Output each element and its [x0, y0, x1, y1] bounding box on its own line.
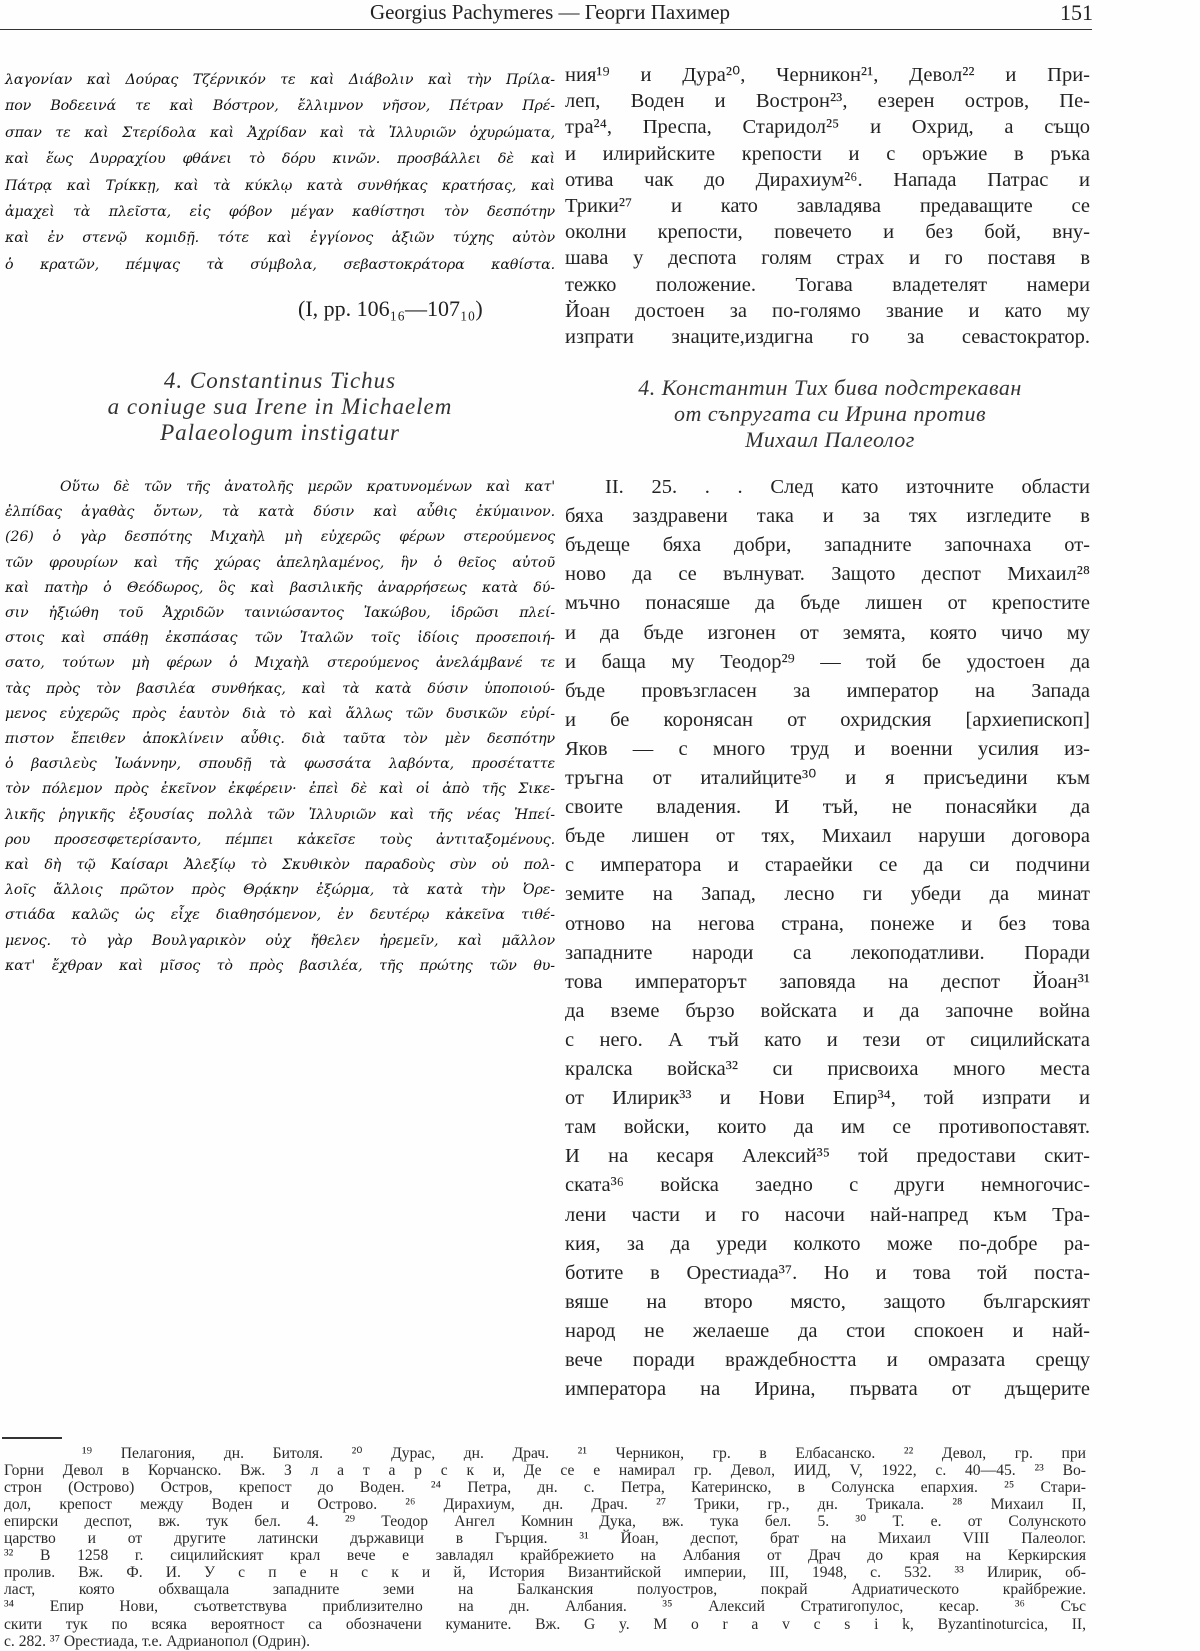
greek-text-line: ἐλπίδας ἀγαθὰς ὄντων, τὰ κατὰ δύσιν καὶ αὖθις ἐκύμαινον. — [5, 504, 555, 521]
greek-text-line: τῶν φρουρίων καὶ τῆς χώρας ἀπεληλαμένος, ἣν ὁ θεῖος αὐτοῦ — [5, 554, 555, 571]
bulgarian-text-line: народ не желаеше да стои спокоен и най- — [565, 1319, 1090, 1342]
greek-text-line: καὶ δὴ τῷ Καίσαρι Ἀλεξίῳ τὸ Σκυθικὸν παραδοὺς σὺν οὐ πολ- — [5, 857, 555, 873]
footnote-line: строн (Острово) Остров, крепост до Воден. ²⁴ Петра, дн. с. Петра, Катеринско, в Солунска епархия. ²⁵ Стари- — [4, 1478, 1086, 1496]
greek-text-line: Οὕτω δὲ τῶν τῆς ἀνατολῆς μερῶν κρατυνομένων καὶ κατ' — [60, 479, 555, 495]
greek-text-line: λικῆς ῥηγικῆς ἐξουσίας πολλὰ τῶν Ἰλλυριῶν καὶ τῆς νέας Ἠπεί- — [5, 806, 555, 823]
greek-text-line: τὰς πρὸς τὸν βασιλέα συνθήκας, καὶ τὰ κατὰ δύσιν ὑποποιού- — [5, 680, 555, 697]
bulgarian-text-line: отива чак до Дирахиум²⁶. Напада Патрас и — [565, 168, 1090, 191]
bulgarian-text-line: вяше на второ място, защото българският — [565, 1290, 1090, 1313]
bulgarian-text-line: тра²⁴, Преспа, Старидол²⁵ и Охрид, а също — [565, 116, 1090, 139]
bulgarian-text-line: земите на Запад, лесно ги убеди да минат — [565, 883, 1090, 906]
greek-text-line: πον Βοδεεινά τε καὶ Βόστρον, ἔλλιμνον νῆσον, Πέτραν Πρέ- — [5, 98, 555, 115]
footnote-line: скити тук по всяка вероятност са обозначени куманите. Вж. G y. M o r a v c s i k, Byzantinoturcica, II, — [4, 1615, 1086, 1633]
bulgarian-text-line: от Илирик³³ и Нови Епир³⁴, той изпрати и — [565, 1087, 1090, 1110]
bulgarian-text-line: отново на негова страна, понеже и без това — [565, 912, 1090, 935]
footnote-line: ³² В 1258 г. сицилийският крал вече е завладял крайбрежието на Албания от Драч до края на Керкирския — [4, 1547, 1086, 1565]
footnote-line: с. 282. ³⁷ Орестиада, т.е. Адрианопол (Одрин). — [4, 1632, 310, 1650]
greek-text-line: τὸν πόλεμον πρὸς ἐκεῖνον ἐκφέρειν· ἐπεὶ δὲ καὶ οἱ ἀπὸ τῆς Σικε- — [5, 781, 555, 798]
greek-text-line: σπαν τε καὶ Στερίδολα καὶ Ἀχρίδαν καὶ τὰ Ἰλλυριῶν ὀχυρώματα, — [5, 124, 555, 141]
bulgarian-text-line: II. 25. . . След като източните области — [605, 476, 1090, 498]
bulgarian-text-line: западните народи са лекоподатливи. Поради — [565, 941, 1090, 964]
bulgarian-text-line: шава у деспота голям страх и го поставя в — [565, 247, 1090, 270]
greek-text-line: καὶ πατὴρ ὁ Θεόδωρος, ὃς καὶ βασιλικῆς ἀναρρήσεως κατὰ δύ- — [5, 579, 555, 596]
footnote-separator — [2, 1437, 62, 1439]
footnote-line: ласт, която обхващала западните земи на Балканския полуостров, покрай Адриатическото крайбрежие. — [4, 1581, 1086, 1599]
footnote-line: царство и от другите латински държавици в Гърция. ³¹ Йоан, деспот, брат на Михаил VIII Палеолог. — [4, 1530, 1086, 1547]
greek-text-line: μενος εὐχερῶς πρὸς ἑαυτὸν διὰ τὸ καὶ ἄλλως τῶν δυσικῶν εὐρί- — [5, 705, 555, 722]
bulgarian-text-line: вече поради враждебността и омразата срещу — [565, 1349, 1090, 1371]
greek-text-line: καὶ ἕως Δυρραχίου φθάνει τὸ δόρυ κινῶν. προσβάλλει δὲ καὶ — [5, 151, 555, 168]
greek-text-line: πιστον ἔπειθεν ἀποκλίνειν αὖθις. διὰ ταῦτα τὸν μὲν δεσπότην — [5, 731, 555, 747]
bulgarian-text-line: своите владения. И тъй, не понасяйки да — [565, 796, 1090, 819]
bulgarian-text-line: тежко положение. Тогава владетелят намери — [565, 273, 1090, 296]
heading-line: Михаил Палеолог — [745, 427, 915, 452]
footnote-line: ³⁴ Епир Нови, съответствува приблизително на дн. Албания. ³⁵ Алексий Стратигопулос, кесар. ³⁶ Със — [4, 1598, 1086, 1616]
footnote-line: пролив. Вж. Ф. И. У с п е н с к и й, История Византийской империи, III, 1948, с. 532. ³³ Илирик, об- — [4, 1564, 1086, 1582]
bulgarian-text-line: императора на Ирина, първата от дъщерите — [565, 1378, 1090, 1401]
footnote-line: ¹⁹ Пелагония, дн. Битоля. ²⁰ Дурас, дн. Драч. ²¹ Черникон, гр. в Елбасанско. ²² Девол, гр. при — [82, 1444, 1086, 1462]
bulgarian-text-line: и баща му Теодор²⁹ — той бе удостоен да — [565, 650, 1090, 673]
bulgarian-text-line: мъчно понасяше да бъде лишен от крепостите — [565, 592, 1090, 615]
running-header-title: Georgius Pachymeres — Георги Пахимер — [369, 0, 731, 24]
bulgarian-text-line: ново да се вълнуват. Защото деспот Михаил²⁸ — [565, 563, 1090, 586]
bulgarian-text-line: тръгна от италийците³⁰ и я присъедини към — [565, 767, 1090, 789]
bulgarian-text-line: Йоан достоен за по-голямо звание и като му — [565, 299, 1090, 322]
header-rule — [0, 29, 1092, 30]
bulgarian-text-line: ния¹⁹ и Дура²⁰, Черникон²¹, Девол²² и При- — [565, 64, 1090, 86]
heading-line: 4. Constantinus Tichus — [163, 368, 397, 393]
bulgarian-section-heading — [565, 375, 1095, 453]
greek-text-line: ρου προσεσφετερίσαντο, πέμπει κἀκεῖσε τοὺς ἀντιταξομένους. — [5, 831, 555, 848]
bulgarian-text-line: да вземе бързо войската и да започне война — [565, 999, 1090, 1022]
greek-text-line: σατο, τούτων μὴ φέρων ὁ Μιχαὴλ στερούμενος ἀνελάμβανέ τε — [5, 655, 555, 672]
heading-line: 4. Константин Тих бива подстрекаван — [638, 375, 1022, 400]
heading-line: a coniuge sua Irene in Michaelem — [107, 394, 453, 419]
greek-text-line: ἀμαχεὶ τὰ πλεῖστα, εἰς φόβον μέγαν καθίστησι τὸν δεσπότην — [5, 204, 555, 220]
bulgarian-text-line: околни крепости, повечето и без бой, вну- — [565, 221, 1090, 244]
bulgarian-text-line: Трики²⁷ и като завладява предаващите се — [565, 195, 1090, 217]
bulgarian-text-line: с императора и стараейки се да си подчини — [565, 854, 1090, 877]
bulgarian-text-line: и да бъде изгонен от земята, която чичо му — [565, 621, 1090, 644]
footnote-line: Горни Девол в Корчанско. Вж. З л а т а р с к и, Де се е намирал гр. Девол, ИИД, V, 1922, с. 40—45. ²³ Во- — [4, 1461, 1086, 1479]
bulgarian-text-line: бъдеще бяха добри, западните започнаха от- — [565, 534, 1090, 557]
greek-text-line: στιάδα καλῶς ὡς εἶχε διαθησόμενον, ἐν δευτέρῳ κἀκεῖνα τιθέ- — [5, 907, 555, 924]
greek-text-line: στοις καὶ σπάθῃ ἐκσπάσας τῶν Ἰταλῶν τοῖς ἰδίοις προσεποιή- — [5, 630, 555, 647]
bulgarian-text-line: кия, за да уреди колкото може по-добре ра- — [565, 1232, 1090, 1255]
source-citation: (I, pp. 106₁₆—107₁₀) — [298, 296, 483, 321]
greek-text-line: λοῖς ἄλλοις πρῶτον πρὸς Θρᾴκην ἐξώρμα, τὰ κατὰ τὴν Ὀρε- — [5, 882, 555, 899]
footnote-line: епирски деспот, вж. тук бел. 4. ²⁹ Теодор Ангел Комнин Дука, вж. тука бел. 5. ³⁰ Т. е. от Солунското — [4, 1512, 1086, 1530]
bulgarian-text-line: това императорът заповяда на деспот Йоан³¹ — [565, 970, 1090, 993]
bulgarian-text-line: там войски, които да им се противопоставят. — [565, 1116, 1090, 1139]
bulgarian-text-line: Яков — с много труд и военни усилия из- — [565, 737, 1090, 760]
latin-section-heading — [40, 368, 520, 446]
footnote-line: дол, крепост между Воден и Острово. ²⁶ Дирахиум, дн. Драч. ²⁷ Трики, гр., дн. Трикала. ²⁸ Михаил II, — [4, 1495, 1086, 1513]
heading-line: от съпругата си Ирина против — [674, 401, 986, 426]
greek-text-line: κατ' ἔχθραν καὶ μῖσος τὸ πρὸς βασιλέα, τῆς πρώτης τῶν θυ- — [5, 957, 555, 974]
greek-text-line: καὶ ἐν στενῷ κομιδῇ. τότε καὶ ἐγγίονος ἀξιῶν τύχης αὐτὸν — [5, 230, 555, 247]
bulgarian-text-line: И на кесаря Алексий³⁵ той предостави скит- — [565, 1145, 1090, 1168]
bulgarian-text-line: изпрати знаците,издигна го за севастократор. — [565, 326, 1090, 348]
bulgarian-text-line: с него. А тъй като и тези от сицилийската — [565, 1028, 1090, 1051]
heading-line: Palaeologum instigatur — [160, 420, 400, 445]
greek-text-line: μενος. τὸ γὰρ Βουλγαρικὸν οὐχ ἤθελεν ἠρεμεῖν, καὶ μᾶλλον — [5, 932, 555, 949]
greek-text-line: λαγονίαν καὶ Δούρας Τζέρνικόν τε καὶ Διάβολιν καὶ τὴν Πρίλα- — [5, 72, 555, 88]
bulgarian-text-line: лени части и го насочи най-напред към Тра- — [565, 1203, 1090, 1226]
bulgarian-text-line: леп, Воден и Вострон²³, езерен остров, Пе- — [565, 90, 1090, 113]
greek-text-line: (26) ὁ γὰρ δεσπότης Μιχαὴλ μὴ εὐχερῶς φέρων στερούμενος — [5, 529, 555, 546]
greek-text-line: ὁ βασιλεὺς Ἰωάννην, σπουδῇ τὰ φωσσάτα λαβόντα, προσέταττε — [5, 756, 555, 773]
bulgarian-text-line: бяха заздравени така и за тях изгледите в — [565, 505, 1090, 528]
bulgarian-text-line: ската³⁶ войска заедно с други немногочис- — [565, 1174, 1090, 1197]
bulgarian-text-line: кралска войска³² си присвоиха много места — [565, 1058, 1090, 1080]
greek-text-line: ὁ κρατῶν, πέμψας τὰ σύμβολα, σεβαστοκράτορα καθίστα. — [5, 256, 555, 273]
bulgarian-text-line: и илирийските крепости и с оръжие в ръка — [565, 142, 1090, 165]
greek-text-line: Πάτρᾳ καὶ Τρίκκῃ, καὶ τὰ κύκλῳ κατὰ συνθήκας κρατήσας, καὶ — [5, 177, 555, 194]
page-number: 151 — [1060, 0, 1093, 25]
bulgarian-text-line: бъде лишен от тях, Михаил наруши договора — [565, 825, 1090, 848]
greek-text-line: σιν ἠξιώθη τοῦ Ἀχριδῶν ταινιώσαντος Ἰακώβου, ἱδρῶσι πλεί- — [5, 605, 555, 621]
bulgarian-text-line: ботите в Орестиада³⁷. Но и това той поста- — [565, 1261, 1090, 1284]
bulgarian-text-line: и бе коронясан от охридския [архиепископ] — [565, 708, 1090, 731]
bulgarian-text-line: бъде провъзгласен за император на Запада — [565, 679, 1090, 702]
